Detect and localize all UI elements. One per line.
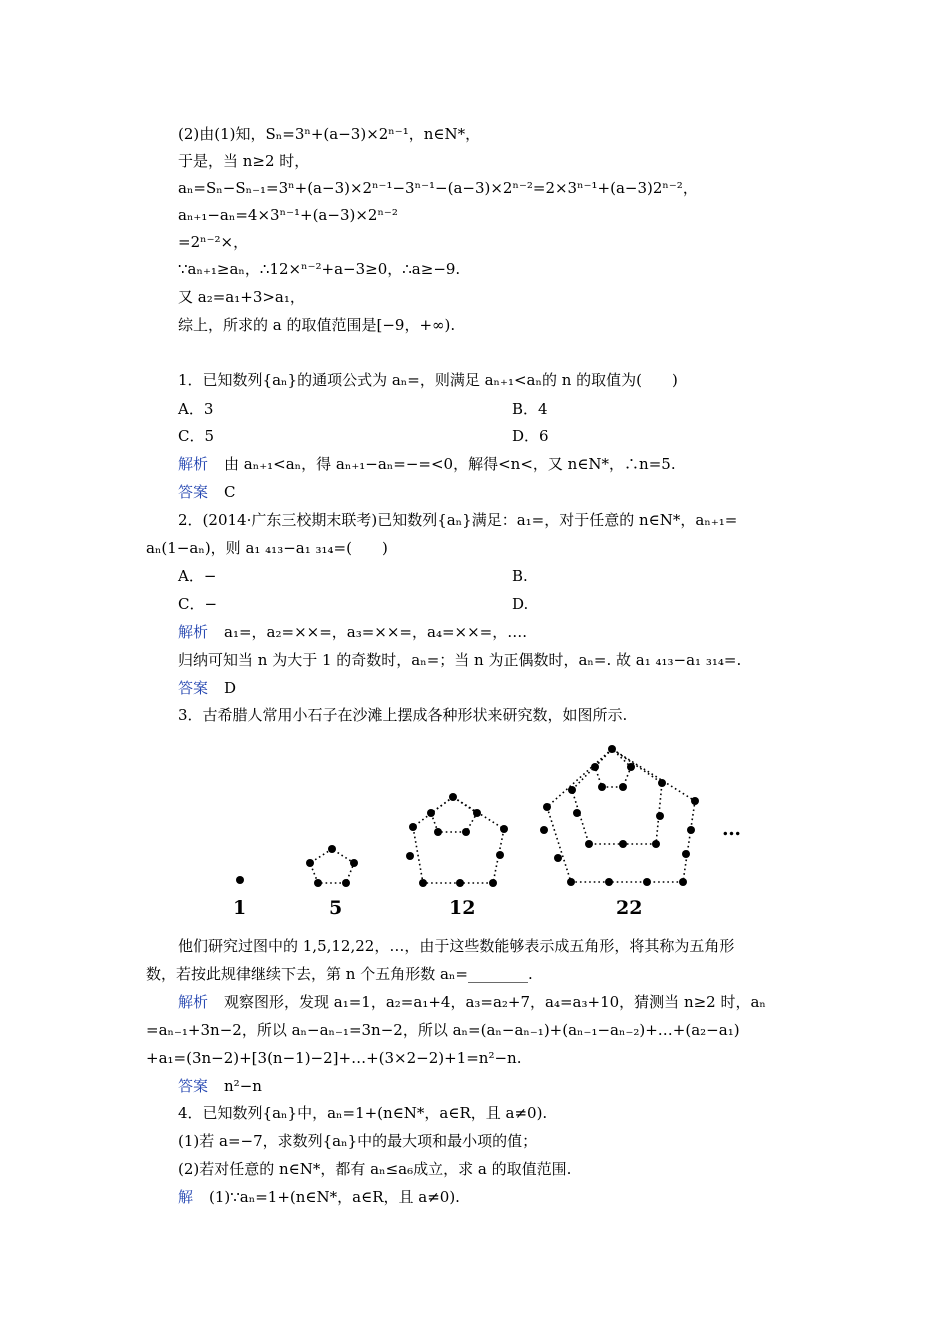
pentagon-outline xyxy=(547,749,695,882)
pebble-dot xyxy=(434,828,442,836)
pebble-dot xyxy=(496,851,504,859)
question-2-stem: 2．(2014·广东三校期末联考)已知数列{aₙ}满足：a₁=，对于任意的 n∈N*，aₙ₊₁= xyxy=(178,511,738,529)
pebble-dot xyxy=(328,845,336,853)
pebble-dot xyxy=(605,878,613,886)
answer-line xyxy=(178,483,236,501)
pebble-dot xyxy=(543,803,551,811)
option-b: B．4 xyxy=(512,400,548,418)
question-4-stem: 4．已知数列{aₙ}中，aₙ=1+(n∈N*，a∈R，且 a≠0). xyxy=(178,1104,548,1122)
pebble-dot xyxy=(419,879,427,887)
pentagon-outline xyxy=(572,749,662,844)
text-line: aₙ=Sₙ−Sₙ₋₁=3ⁿ+(a−3)×2ⁿ⁻¹−3ⁿ⁻¹−(a−3)×2ⁿ⁻²=2×3ⁿ⁻¹+(a−3)2ⁿ⁻²， xyxy=(178,179,698,197)
analysis-line-2: =aₙ₋₁+3n−2，所以 aₙ−aₙ₋₁=3n−2，所以 aₙ=(aₙ−aₙ₋₁)+(aₙ₋₁−aₙ₋₂)+…+(a₂−a₁) xyxy=(146,1021,740,1039)
pebble-dot xyxy=(456,879,464,887)
analysis-label: 解析 xyxy=(178,993,209,1011)
solution-label: 解 xyxy=(178,1188,194,1206)
pebble-dot xyxy=(619,840,627,848)
pebble-dot xyxy=(427,809,435,817)
pebble-dot xyxy=(643,878,651,886)
pentagon-outline xyxy=(595,749,631,787)
pebble-dot xyxy=(619,783,627,791)
pebble-dot xyxy=(656,812,664,820)
pebble-dot xyxy=(406,852,414,860)
pebble-dot xyxy=(449,793,457,801)
text-line: aₙ₊₁−aₙ=4×3ⁿ⁻¹+(a−3)×2ⁿ⁻² xyxy=(178,206,398,224)
pebble-dot xyxy=(462,828,470,836)
figure-label: 12 xyxy=(449,897,476,919)
figure-ellipsis: … xyxy=(722,818,741,840)
answer-label: 答案 xyxy=(178,1077,209,1095)
pebble-dot xyxy=(679,878,687,886)
option-a: A．3 xyxy=(178,400,214,418)
solution-line xyxy=(178,1188,460,1206)
answer-value: D xyxy=(224,679,237,697)
option-a: A．− xyxy=(178,567,217,585)
option-d: D. xyxy=(512,595,529,613)
question-1-stem: 1．已知数列{aₙ}的通项公式为 aₙ=，则满足 aₙ₊₁<aₙ的 n 的取值为( ) xyxy=(178,371,678,389)
answer-label: 答案 xyxy=(178,679,209,697)
pebble-dot xyxy=(658,779,666,787)
pebble-dot xyxy=(540,826,548,834)
pebble-dot xyxy=(409,823,417,831)
question-4-part-2: (2)若对任意的 n∈N*，都有 aₙ≤a₆成立，求 a 的取值范围. xyxy=(178,1160,572,1178)
analysis-text: 由 aₙ₊₁<aₙ，得 aₙ₊₁−aₙ=−=<0，解得<n<，又 n∈N*，∴n=5. xyxy=(224,455,676,473)
text-line: 于是，当 n≥2 时， xyxy=(178,152,310,170)
option-d: D．6 xyxy=(512,427,549,445)
question-3-text-cont: 数，若按此规律继续下去，第 n 个五角形数 aₙ=________. xyxy=(146,965,533,983)
pebble-dot xyxy=(473,809,481,817)
answer-line xyxy=(178,1077,262,1095)
figure-label: 1 xyxy=(233,897,247,919)
analysis-text: a₁=，a₂=××=，a₃=××=，a₄=××=，…. xyxy=(224,623,527,641)
pebble-dot xyxy=(306,859,314,867)
answer-value: n²−n xyxy=(224,1077,262,1095)
analysis-text: 观察图形，发现 a₁=1，a₂=a₁+4，a₃=a₂+7，a₄=a₃+10，猜测当 n≥2 时，aₙ xyxy=(224,993,766,1011)
answer-line xyxy=(178,679,236,697)
pebble-dot xyxy=(682,850,690,858)
pebble-dot xyxy=(568,786,576,794)
pebble-dot xyxy=(627,763,635,771)
option-c: C．− xyxy=(178,595,218,613)
analysis-line-2: 归纳可知当 n 为大于 1 的奇数时，aₙ=；当 n 为正偶数时，aₙ=. 故 a₁ ₄₁₃−a₁ ₃₁₄=. xyxy=(178,651,742,669)
pebble-dot xyxy=(350,859,358,867)
figure-label: 22 xyxy=(616,897,643,919)
question-2-stem-cont: aₙ(1−aₙ)，则 a₁ ₄₁₃−a₁ ₃₁₄=( ) xyxy=(146,539,388,557)
analysis-line xyxy=(178,455,676,473)
analysis-line-3: +a₁=(3n−2)+[3(n−1)−2]+…+(3×2−2)+1=n²−n. xyxy=(146,1049,522,1067)
answer-label: 答案 xyxy=(178,483,209,501)
text-line: (2)由(1)知，Sₙ=3ⁿ+(a−3)×2ⁿ⁻¹，n∈N*， xyxy=(178,125,481,143)
text-line: =2ⁿ⁻²×， xyxy=(178,233,249,251)
option-c: C．5 xyxy=(178,427,215,445)
analysis-label: 解析 xyxy=(178,455,209,473)
pentagon-outline xyxy=(310,849,354,883)
pebble-dot xyxy=(500,825,508,833)
pebble-dot xyxy=(236,876,244,884)
pebble-dot xyxy=(554,854,562,862)
question-3-stem: 3．古希腊人常用小石子在沙滩上摆成各种形状来研究数，如图所示. xyxy=(178,706,628,724)
answer-value: C xyxy=(224,483,236,501)
analysis-line xyxy=(178,993,766,1011)
pentagon-outline xyxy=(413,797,504,883)
text-line: 又 a₂=a₁+3>a₁， xyxy=(178,288,305,306)
option-b: B. xyxy=(512,567,528,585)
pebble-dot xyxy=(591,763,599,771)
analysis-label: 解析 xyxy=(178,623,209,641)
pebble-dot xyxy=(573,809,581,817)
pebble-dot xyxy=(687,826,695,834)
figure-label: 5 xyxy=(329,897,343,919)
pentagonal-numbers-figure xyxy=(215,742,775,892)
pebble-dot xyxy=(585,840,593,848)
solution-text: (1)∵aₙ=1+(n∈N*，a∈R，且 a≠0). xyxy=(209,1188,460,1206)
analysis-line xyxy=(178,623,527,641)
pebble-dot xyxy=(598,783,606,791)
pebble-dot xyxy=(608,745,616,753)
pebble-dot xyxy=(489,879,497,887)
question-4-part-1: (1)若 a=−7，求数列{aₙ}中的最大项和最小项的值； xyxy=(178,1132,538,1150)
pebble-dot xyxy=(691,797,699,805)
pebble-dot xyxy=(342,879,350,887)
text-line: 综上，所求的 a 的取值范围是[−9，+∞). xyxy=(178,316,456,334)
pentagon-outline xyxy=(431,797,477,832)
text-line: ∵aₙ₊₁≥aₙ，∴12×ⁿ⁻²+a−3≥0，∴a≥−9. xyxy=(178,260,461,278)
pebble-dot xyxy=(652,840,660,848)
pebble-dot xyxy=(314,879,322,887)
question-3-text: 他们研究过图中的 1,5,12,22，…，由于这些数能够表示成五角形，将其称为五角形 xyxy=(178,937,735,955)
pebble-dot xyxy=(567,878,575,886)
